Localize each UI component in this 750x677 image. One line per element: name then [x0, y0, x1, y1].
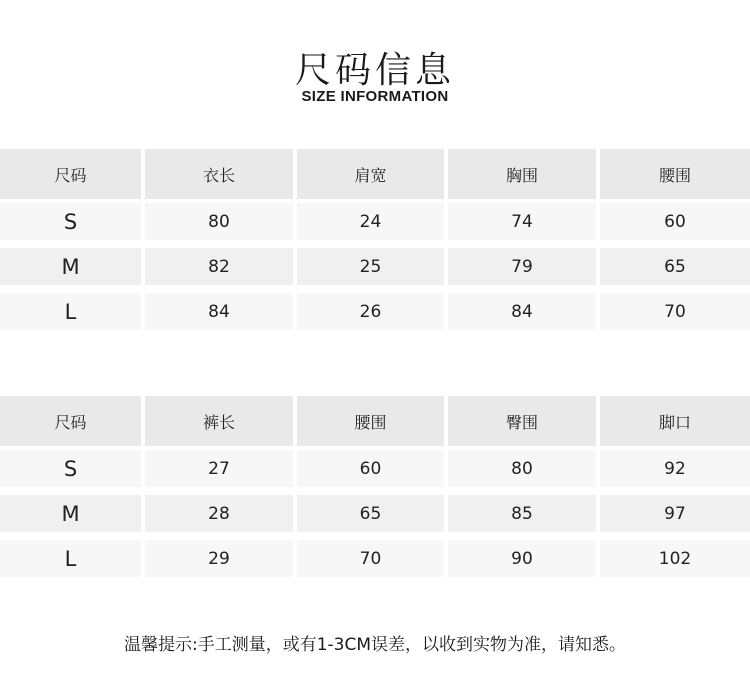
value-cell: 26 — [297, 293, 444, 330]
value-cell: 65 — [600, 248, 750, 285]
header-cell-shoulder: 肩宽 — [297, 149, 444, 199]
size-cell: L — [0, 293, 141, 330]
value-cell: 70 — [297, 540, 444, 577]
table-row — [0, 450, 750, 487]
header-cell-length: 衣长 — [145, 149, 293, 199]
value-cell: 92 — [600, 450, 750, 487]
header-cell-size: 尺码 — [0, 149, 141, 199]
value-cell: 90 — [448, 540, 596, 577]
table-header-row — [0, 396, 750, 446]
page-title: 尺码信息 — [294, 50, 455, 91]
value-cell: 84 — [145, 293, 293, 330]
value-cell: 27 — [145, 450, 293, 487]
header-cell-waist: 腰围 — [297, 396, 444, 446]
header-cell-pant-length: 裤长 — [145, 396, 293, 446]
value-cell: 29 — [145, 540, 293, 577]
table-row — [0, 203, 750, 240]
value-cell: 82 — [145, 248, 293, 285]
value-cell: 97 — [600, 495, 750, 532]
value-cell: 65 — [297, 495, 444, 532]
size-cell: L — [0, 540, 141, 577]
value-cell: 70 — [600, 293, 750, 330]
page-subtitle: SIZE INFORMATION — [301, 88, 449, 105]
value-cell: 60 — [297, 450, 444, 487]
value-cell: 74 — [448, 203, 596, 240]
header-cell-leg-opening: 脚口 — [600, 396, 750, 446]
measurement-tip: 温馨提示:手工测量，或有1-3CM误差，以收到实物为准，请知悉。 — [123, 635, 627, 655]
size-cell: M — [0, 495, 141, 532]
table-row — [0, 540, 750, 577]
value-cell: 60 — [600, 203, 750, 240]
bottom-size-table — [0, 396, 750, 585]
header-cell-hip: 臀围 — [448, 396, 596, 446]
value-cell: 102 — [600, 540, 750, 577]
value-cell: 24 — [297, 203, 444, 240]
value-cell: 84 — [448, 293, 596, 330]
value-cell: 80 — [145, 203, 293, 240]
size-cell: M — [0, 248, 141, 285]
value-cell: 79 — [448, 248, 596, 285]
table-header-row — [0, 149, 750, 199]
value-cell: 80 — [448, 450, 596, 487]
header-cell-chest: 胸围 — [448, 149, 596, 199]
table-row — [0, 495, 750, 532]
table-row — [0, 293, 750, 330]
value-cell: 25 — [297, 248, 444, 285]
header-cell-waist: 腰围 — [600, 149, 750, 199]
size-cell: S — [0, 203, 141, 240]
top-size-table — [0, 149, 750, 338]
value-cell: 85 — [448, 495, 596, 532]
size-cell: S — [0, 450, 141, 487]
table-row — [0, 248, 750, 285]
value-cell: 28 — [145, 495, 293, 532]
header-cell-size: 尺码 — [0, 396, 141, 446]
